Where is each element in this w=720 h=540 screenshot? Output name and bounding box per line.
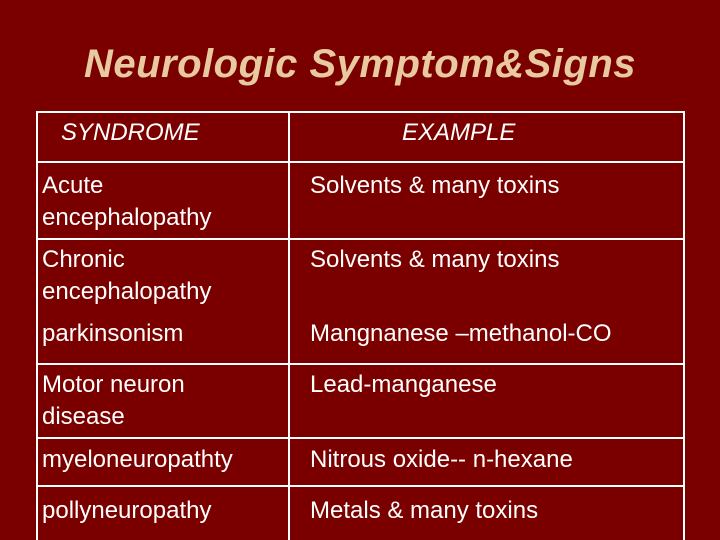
row-divider [36,437,685,439]
row-syndrome: Acute encephalopathy [42,172,212,231]
row-divider [36,363,685,365]
column-divider [288,111,290,540]
row-syndrome: Chronic encephalopathy [42,246,212,305]
row-example: Solvents & many toxins [310,172,560,199]
header-divider [36,161,685,163]
row-syndrome: pollyneuropathy [42,497,212,524]
table-border-left [36,111,38,540]
table-border-right [683,111,685,540]
row-example: Lead-manganese [310,371,497,398]
symptom-table [36,111,685,540]
row-divider [36,238,685,240]
table-border-top [36,111,685,113]
header-example: EXAMPLE [402,119,516,146]
row-example: Metals & many toxins [310,497,539,524]
row-syndrome: parkinsonism [42,320,184,347]
row-syndrome: Motor neuron disease [42,371,185,430]
header-syndrome: SYNDROME [61,119,200,146]
row-example: Mangnanese –methanol-CO [310,320,612,347]
row-syndrome: myeloneuropathty [42,446,233,473]
row-example: Solvents & many toxins [310,246,560,273]
row-example: Nitrous oxide-- n-hexane [310,446,573,473]
slide-title: Neurologic Symptom&Signs [83,42,637,86]
row-divider [36,485,685,487]
